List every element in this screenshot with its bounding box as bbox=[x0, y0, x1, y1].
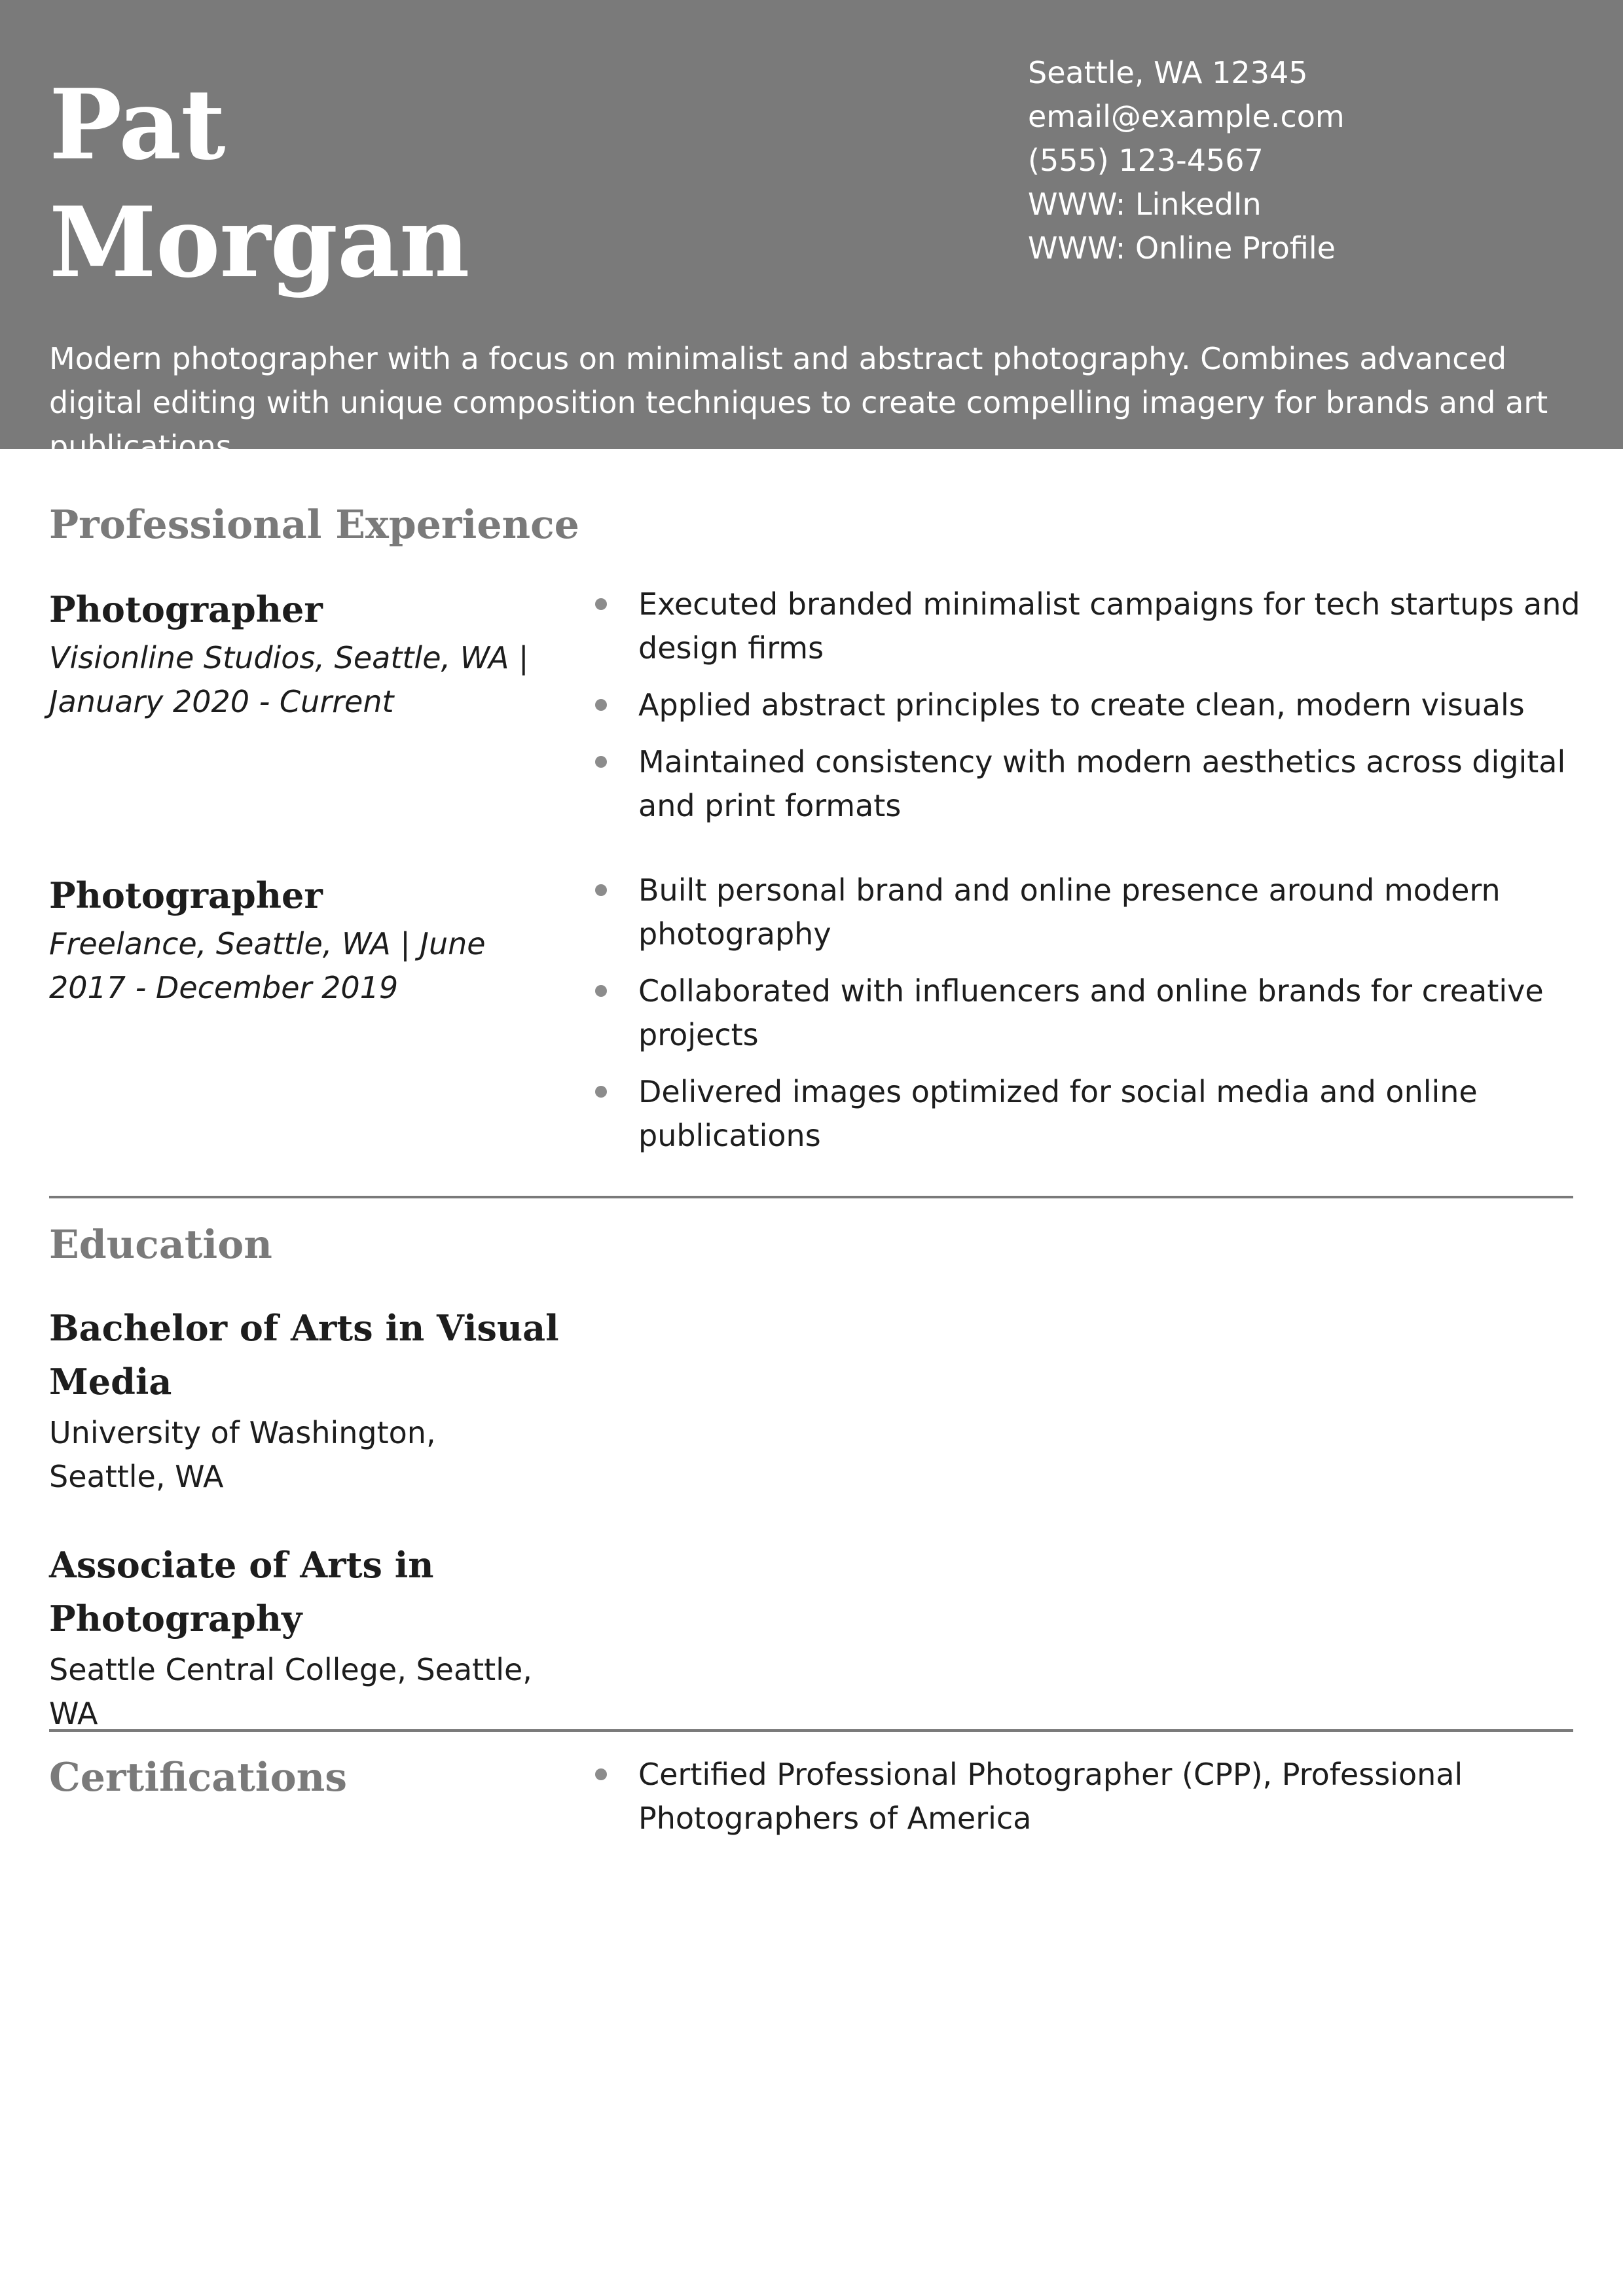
degree-2: Associate of Arts in Photography bbox=[49, 1544, 434, 1640]
contact-list bbox=[1028, 51, 1345, 270]
job-2-details: , Seattle, WA | June 2017 - December 2019 bbox=[49, 926, 486, 1005]
job-1-bullets bbox=[638, 583, 1581, 841]
list-item: Maintained consistency with modern aesthetics across digital and print formats bbox=[638, 740, 1581, 828]
contact-online-profile: WWW: Online Profile bbox=[1028, 230, 1336, 266]
contact-email: email@example.com bbox=[1028, 99, 1345, 134]
job-2-bullets bbox=[638, 869, 1581, 1171]
job-2-company: Freelance bbox=[49, 926, 197, 961]
first-name: Pat bbox=[49, 67, 225, 181]
list-item: Applied abstract principles to create clean, modern visuals bbox=[638, 683, 1581, 727]
school-1: University of Washington, Seattle, WA bbox=[49, 1415, 436, 1494]
school-2: Seattle Central College, Seattle, WA bbox=[49, 1652, 532, 1731]
job-2-meta bbox=[49, 922, 560, 1010]
job-1-meta bbox=[49, 636, 560, 724]
section-divider bbox=[49, 1196, 1573, 1198]
job-2-role: Photographer bbox=[49, 874, 323, 916]
contact-linkedin: WWW: LinkedIn bbox=[1028, 187, 1262, 222]
job-1-company: Visionline Studios bbox=[49, 640, 316, 675]
certifications-heading: Certifications bbox=[49, 1755, 348, 1801]
experience-heading: Professional Experience bbox=[49, 502, 579, 548]
list-item: Collaborated with influencers and online brands for creative projects bbox=[638, 969, 1581, 1057]
job-1-role: Photographer bbox=[49, 588, 323, 630]
degree-1: Bachelor of Arts in Visual Media bbox=[49, 1307, 559, 1403]
profile-summary: Modern photographer with a focus on minimalist and abstract photography. Combines advanced digital editing with unique composition techniques to create compelling imagery for brands and art publications. bbox=[49, 341, 1548, 464]
candidate-name bbox=[49, 65, 469, 301]
job-1-details: , Seattle, WA | January 2020 - Current bbox=[49, 640, 529, 719]
header-banner bbox=[0, 0, 1623, 464]
education-heading: Education bbox=[49, 1222, 272, 1268]
contact-address: Seattle, WA 12345 bbox=[1028, 55, 1308, 90]
section-divider bbox=[49, 1729, 1573, 1732]
last-name: Morgan bbox=[49, 185, 469, 299]
certifications-list bbox=[638, 1753, 1581, 1854]
list-item: Delivered images optimized for social media and online publications bbox=[638, 1070, 1581, 1158]
contact-phone: (555) 123-4567 bbox=[1028, 143, 1264, 178]
list-item: Built personal brand and online presence around modern photography bbox=[638, 869, 1581, 956]
list-item: Certified Professional Photographer (CPP), Professional Photographers of America bbox=[638, 1753, 1581, 1840]
list-item: Executed branded minimalist campaigns for tech startups and design firms bbox=[638, 583, 1581, 670]
